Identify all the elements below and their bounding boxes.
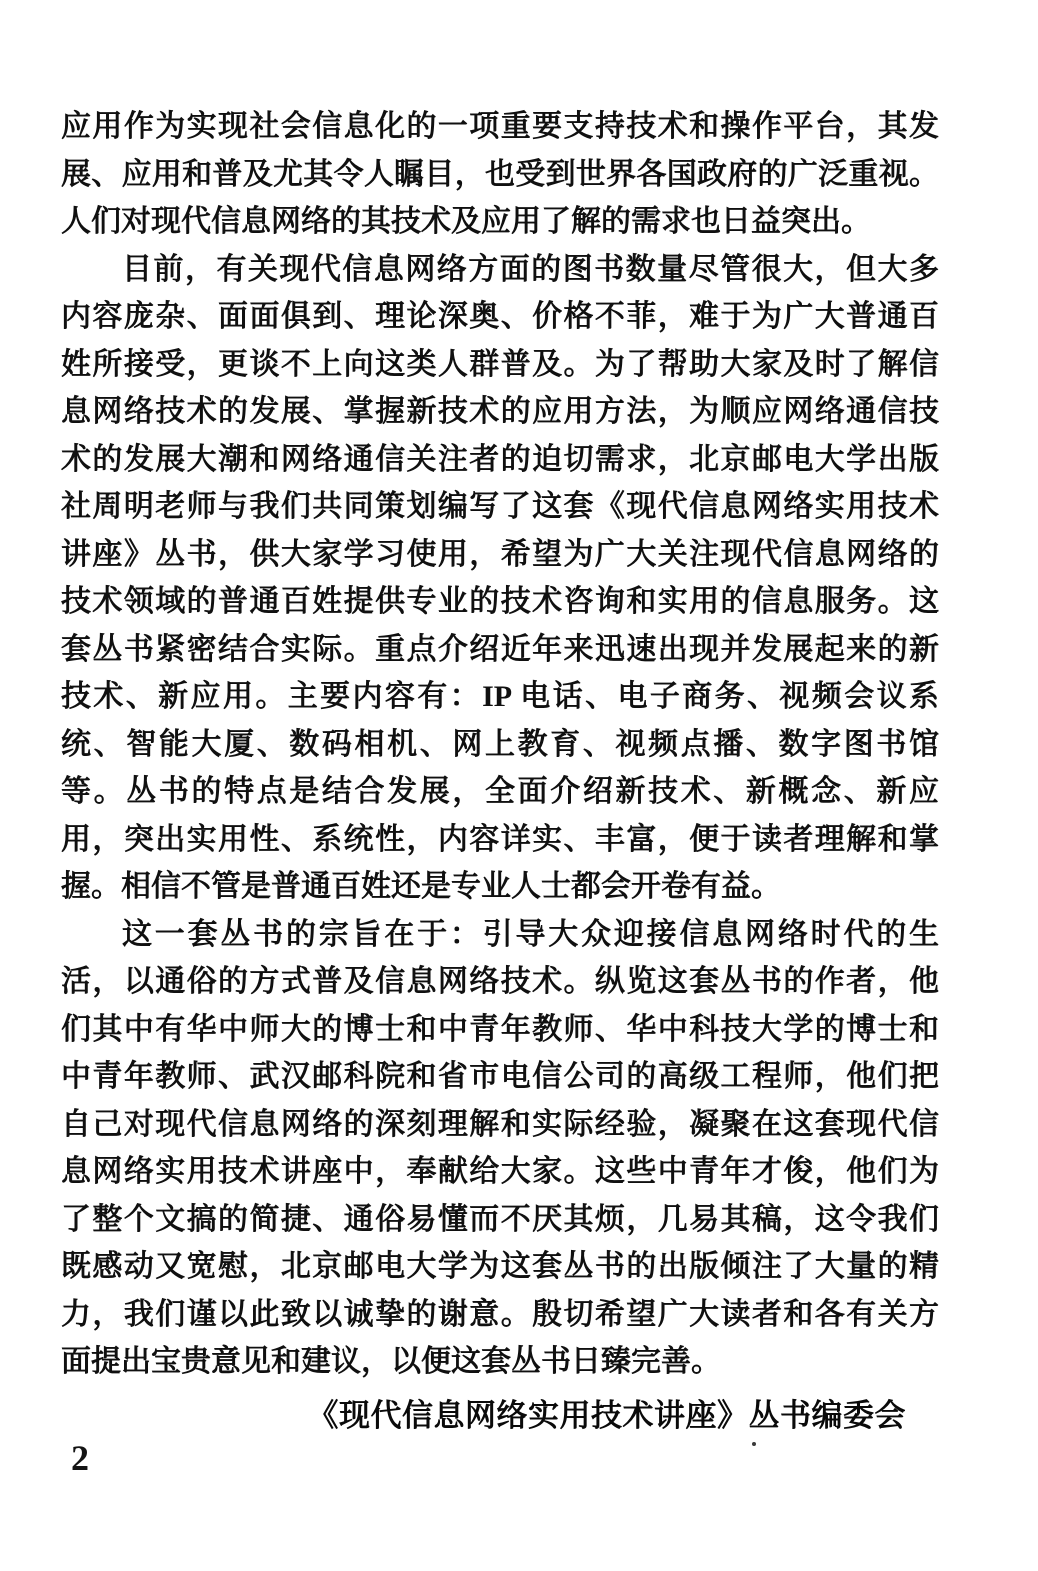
page-number: 2 xyxy=(71,1438,89,1478)
body-line: 技术领域的普通百姓提供专业的技术咨询和实用的信息服务。这 xyxy=(61,585,939,618)
body-line: 活，以通俗的方式普及信息网络技术。纵览这套丛书的作者，他 xyxy=(61,965,939,998)
body-line: 套丛书紧密结合实际。重点介绍近年来迅速出现并发展起来的新 xyxy=(61,632,939,666)
body-line: 术的发展大潮和网络通信关注者的迫切需求，北京邮电大学出版 xyxy=(61,442,939,476)
body-line: 中青年教师、武汉邮科院和省市电信公司的高级工程师，他们把 xyxy=(61,1060,939,1093)
body-line: 们其中有华中师大的博士和中青年教师、华中科技大学的博士和 xyxy=(61,1012,939,1046)
body-line: 内容庞杂、面面俱到、理论深奥、价格不菲，难于为广大普通百 xyxy=(61,300,939,333)
preface-text-block xyxy=(61,103,939,1437)
body-line: 自己对现代信息网络的深刻理解和实际经验，凝聚在这套现代信 xyxy=(61,1107,939,1141)
body-line: 讲座》丛书，供大家学习使用，希望为广大关注现代信息网络的 xyxy=(61,537,939,571)
body-line: 人们对现代信息网络的其技术及应用了解的需求也日益突出。 xyxy=(61,205,871,238)
body-line: 目前，有关现代信息网络方面的图书数量尽管很大，但大多 xyxy=(122,252,939,286)
body-line: 息网络技术的发展、掌握新技术的应用方法，为顺应网络通信技 xyxy=(61,395,939,428)
body-line: 社周明老师与我们共同策划编写了这套《现代信息网络实用技术 xyxy=(61,490,939,523)
body-line: 技术、新应用。主要内容有：IP 电话、电子商务、视频会议系 xyxy=(61,680,939,713)
body-line: 展、应用和普及尤其令人瞩目，也受到世界各国政府的广泛重视。 xyxy=(61,157,939,191)
body-line: 姓所接受，更谈不上向这类人群普及。为了帮助大家及时了解信 xyxy=(61,347,939,381)
body-line: 息网络实用技术讲座中，奉献给大家。这些中青年才俊，他们为 xyxy=(61,1155,939,1188)
body-line: 统、智能大厦、数码相机、网上教育、视频点播、数字图书馆 xyxy=(61,727,939,761)
body-line: 这一套丛书的宗旨在于：引导大众迎接信息网络时代的生 xyxy=(122,917,939,951)
body-line: 既感动又宽慰，北京邮电大学为这套丛书的出版倾注了大量的精 xyxy=(61,1250,939,1283)
body-line: 握。相信不管是普通百姓还是专业人士都会开卷有益。 xyxy=(61,870,781,903)
body-line: 用，突出实用性、系统性，内容详实、丰富，便于读者理解和掌 xyxy=(61,822,939,856)
body-line: 面提出宝贵意见和建议，以便这套丛书日臻完善。 xyxy=(61,1345,721,1378)
scan-speck-artifact xyxy=(752,1442,756,1446)
body-line: 应用作为实现社会信息化的一项重要支持技术和操作平台，其发 xyxy=(61,110,939,143)
body-line: 了整个文搞的简捷、通俗易懂而不厌其烦，几易其稿，这令我们 xyxy=(61,1202,939,1236)
body-line: 等。丛书的特点是结合发展，全面介绍新技术、新概念、新应 xyxy=(61,775,939,808)
editorial-committee-signature: 《现代信息网络实用技术讲座》丛书编委会 xyxy=(307,1397,906,1433)
body-line: 力，我们谨以此致以诚挚的谢意。殷切希望广大读者和各有关方 xyxy=(61,1297,939,1331)
